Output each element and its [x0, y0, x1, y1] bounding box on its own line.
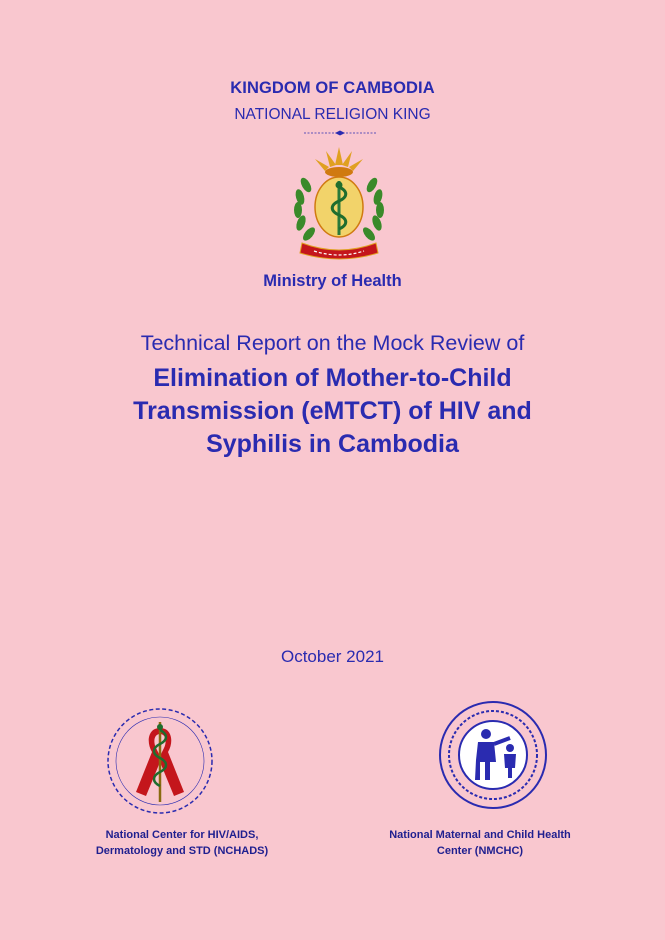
- nchads-logo: [96, 700, 224, 822]
- nmchc-logo: [430, 698, 556, 812]
- report-title-line: Elimination of Mother-to-Child: [153, 364, 512, 392]
- nmchc-caption: [360, 827, 600, 859]
- report-title-line: Syphilis in Cambodia: [206, 430, 459, 458]
- ministry-name: Ministry of Health: [263, 272, 402, 290]
- report-subtitle: Technical Report on the Mock Review of: [140, 331, 525, 355]
- ministry-of-health-emblem: [288, 145, 390, 265]
- kingdom-heading: KINGDOM OF CAMBODIA: [230, 79, 435, 97]
- caption-line: National Center for HIV/AIDS,: [105, 829, 259, 841]
- national-motto: NATIONAL RELIGION KING: [234, 106, 431, 123]
- caption-line: Dermatology and STD (NCHADS): [95, 845, 269, 857]
- report-date: October 2021: [280, 647, 384, 666]
- nchads-caption: [62, 827, 302, 859]
- ornamental-divider: [304, 130, 376, 136]
- report-title-line: Transmission (eMTCT) of HIV and: [133, 397, 532, 425]
- caption-line: Center (NMCHC): [436, 845, 524, 857]
- caption-line: National Maternal and Child Health: [389, 829, 571, 841]
